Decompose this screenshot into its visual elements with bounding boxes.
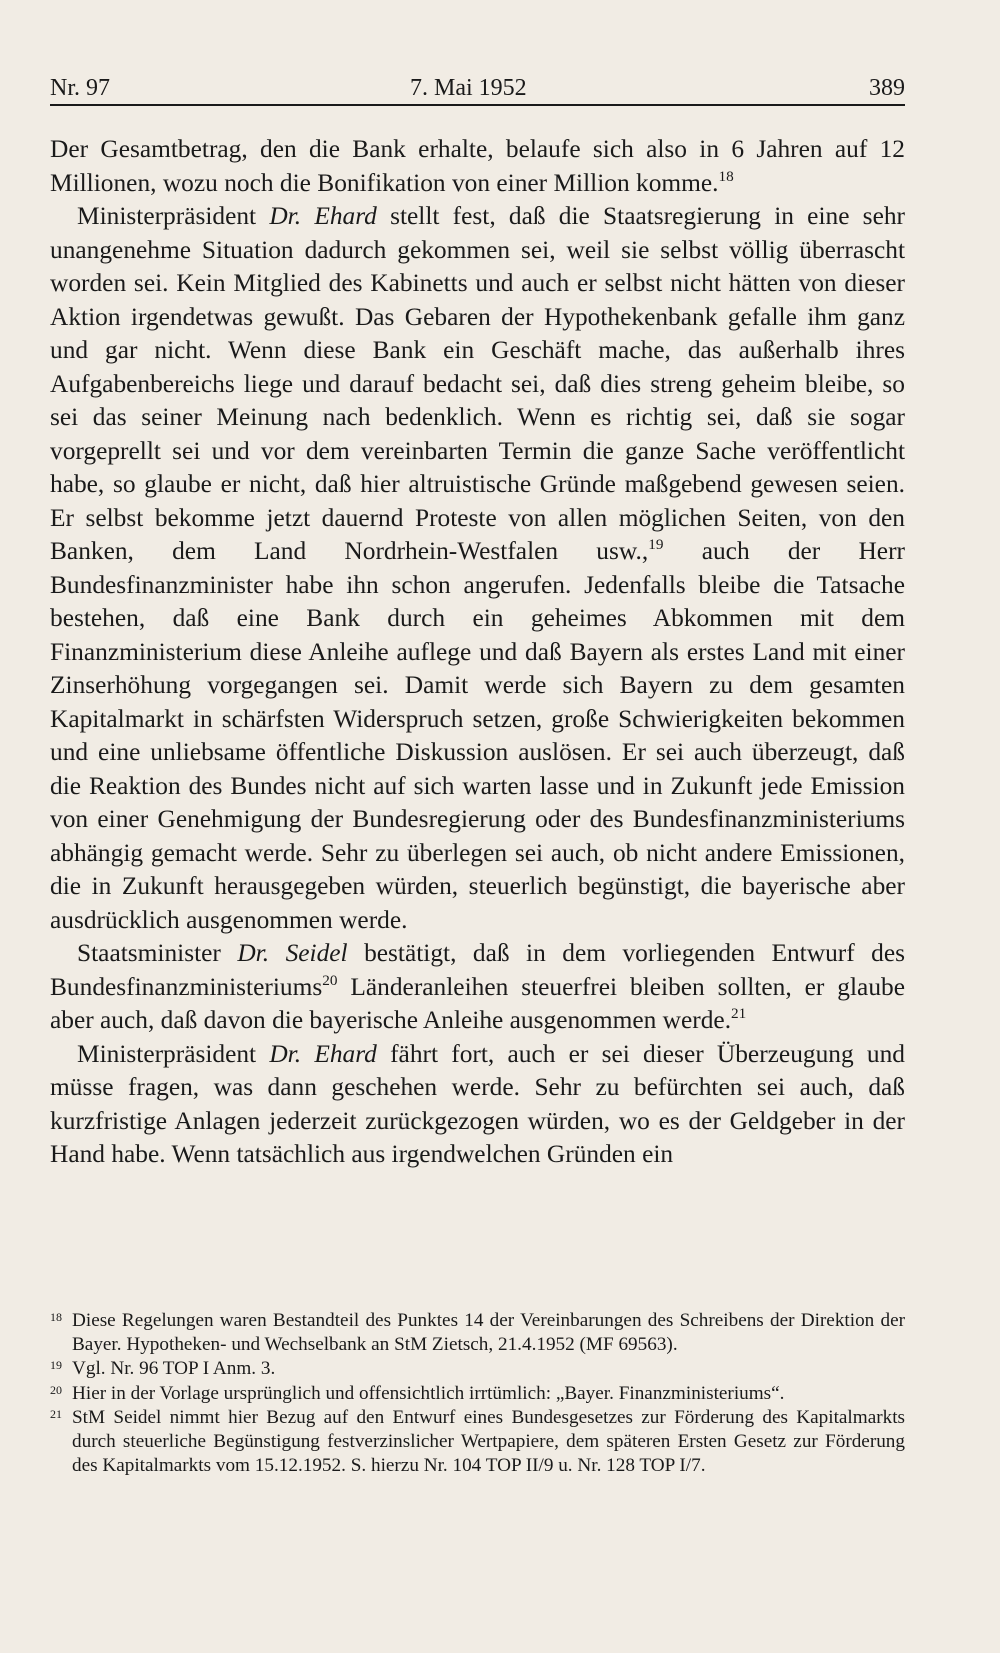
paragraph-text: Der Gesamtbetrag, den die Bank erhalte, belaufe sich also in 6 Jahren auf 12 Millionen, wozu noch die Bonifikation von einer Million komme. (50, 135, 905, 197)
paragraph-text: bestätigt, daß in dem vorliegenden Entwurf des Bundesfinanzministeriums (50, 939, 905, 1001)
footnote-text: Diese Regelungen waren Bestandteil des Punktes 14 der Vereinbarungen des Schreibens der Direktion der Bayer. Hypotheken- und Wechselbank an StM Zietsch, 21.4.1952 (MF 69563). (72, 1310, 905, 1356)
document-number: Nr. 97 (50, 75, 110, 101)
footnote (50, 1309, 905, 1357)
paragraph (50, 937, 905, 1038)
footnote-number: 19 (50, 1358, 62, 1373)
footnote-reference: 20 (322, 971, 338, 989)
paragraph (50, 200, 905, 937)
speaker-name: Dr. Ehard (269, 202, 377, 230)
paragraph-text: Ministerpräsident (77, 202, 270, 230)
header-rule (50, 104, 905, 106)
speaker-name: Dr. Ehard (269, 1039, 377, 1068)
footnote-text: Vgl. Nr. 96 TOP I Anm. 3. (72, 1358, 276, 1380)
footnote-number: 20 (50, 1382, 62, 1397)
footnote-reference: 19 (648, 536, 664, 554)
footnote-text: Hier in der Vorlage ursprünglich und offensichtlich irrtümlich: „Bayer. Finanzministeriums“. (72, 1382, 785, 1404)
paragraph-text: Länderanleihen steuerfrei bleiben sollten, er glaube aber auch, daß davon die bayerische Anleihe ausgenommen werde. (50, 972, 905, 1034)
paragraph-text: Staatsminister (77, 939, 238, 967)
paragraph (50, 1038, 905, 1172)
paragraph-text: Ministerpräsident (77, 1039, 270, 1068)
footnote-reference: 18 (718, 167, 734, 185)
footnote (50, 1406, 905, 1479)
footnote-text: StM Seidel nimmt hier Bezug auf den Entwurf eines Bundesgesetzes zur Förderung des Kapitalmarkts durch steuerliche Begünstigung festverzinslicher Wertpapiere, dem späteren Ersten Gesetz zur Förderung des Kapitalmarkts vom 15.12.1952. S. hierzu Nr. 104 TOP II/9 u. Nr. 128 TOP I/7. (72, 1406, 905, 1477)
footnote-reference: 21 (731, 1005, 747, 1023)
paragraph-text: fährt fort, auch er sei dieser Überzeugung und müsse fragen, was dann geschehen werde. Sehr zu befürchten sei auch, daß kurzfristige Anlagen jederzeit zurückgezogen würden, wo es der Geldgeber in der Hand habe. Wenn tatsächlich aus irgendwelchen Gründen ein (50, 1039, 905, 1168)
footnote-number: 18 (50, 1310, 62, 1324)
footnote (50, 1382, 905, 1406)
page-number: 389 (869, 75, 905, 101)
footnotes (50, 1309, 905, 1478)
paragraph-text: stellt fest, daß die Staatsregierung in eine sehr unangenehme Situation dadurch gekommen sei, weil sie selbst völlig überrascht worden sei. Kein Mitglied des Kabinetts und auch er selbst nicht hätten von dieser Aktion irgendetwas gewußt. Das Gebaren der Hypothekenbank gefalle ihm ganz und gar nicht. Wenn diese Bank ein Geschäft mache, das außerhalb ihres Aufgabenbereichs liege und darauf bedacht sei, daß dies streng geheim bleibe, so sei das seiner Meinung nach bedenklich. Wenn es richtig sei, daß sie sogar vorgeprellt sei und vor dem vereinbarten Termin die ganze Sache veröffentlicht habe, so glaube er nicht, daß hier altruistische Gründe maßgebend gewesen seien. Er selbst bekomme jetzt dauernd Proteste von allen möglichen Seiten, von den Banken, dem Land Nordrhein-Westfalen usw., (50, 202, 905, 565)
running-header (50, 72, 905, 104)
footnote (50, 1357, 905, 1381)
main-text (50, 133, 905, 1172)
footnote-number: 21 (50, 1406, 62, 1421)
speaker-name: Dr. Seidel (237, 939, 348, 967)
paragraph (50, 133, 905, 200)
header-date: 7. Mai 1952 (410, 75, 527, 101)
paragraph-text: auch der Herr Bundesfinanzminister habe ihn schon angerufen. Jedenfalls bleibe die Tatsache bestehen, daß eine Bank durch ein geheimes Abkommen mit dem Finanzministerium diese Anleihe auflege und daß Bayern als erstes Land mit einer Zinserhöhung vorgegangen sei. Damit werde sich Bayern zu dem gesamten Kapitalmarkt in schärfsten Widerspruch setzen, große Schwierigkeiten bekommen und eine unliebsame öffentliche Diskussion auslösen. Er sei auch überzeugt, daß die Reaktion des Bundes nicht auf sich warten lasse und in Zukunft jede Emission von einer Genehmigung der Bundesregierung oder des Bundesfinanzministeriums abhängig gemacht werde. Sehr zu überlegen sei auch, ob nicht andere Emissionen, die in Zukunft herausgegeben würden, steuerlich begünstigt, die bayerische aber ausdrücklich ausgenommen werde. (50, 537, 905, 934)
